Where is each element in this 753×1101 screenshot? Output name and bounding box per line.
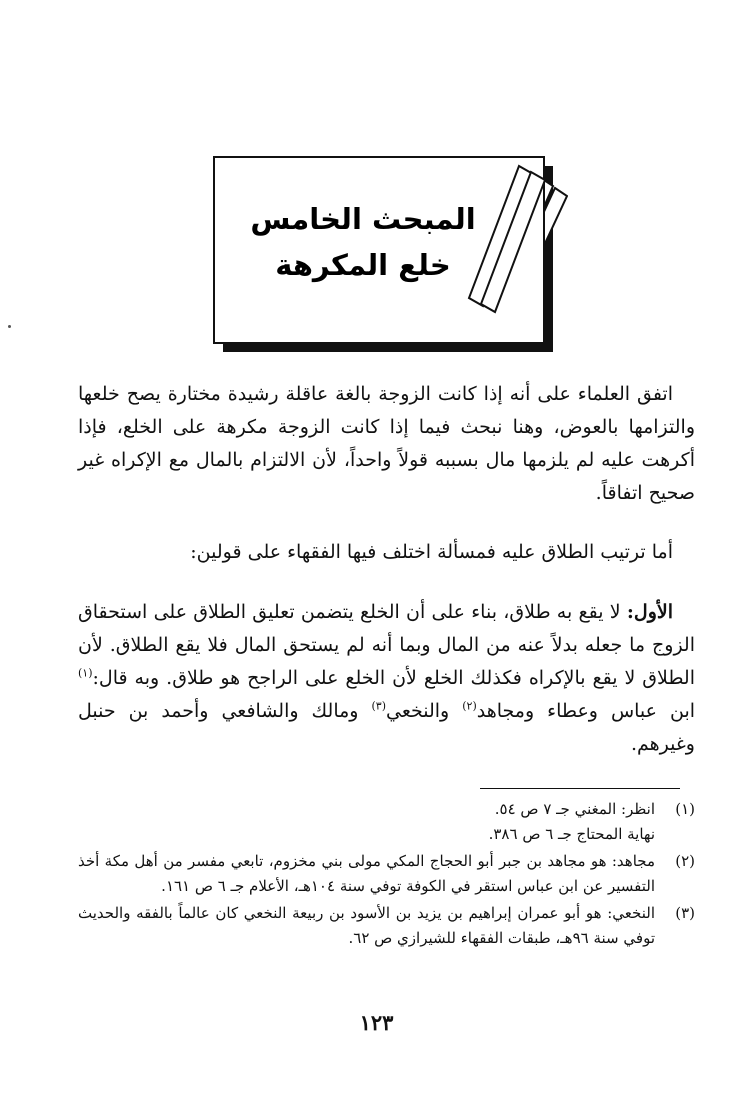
footnote-2	[78, 849, 695, 899]
paragraph-2-text: أما ترتيب الطلاق عليه فمسألة اختلف فيها الفقهاء على قولين:	[190, 541, 673, 563]
footnote-number: (٣)	[675, 904, 695, 922]
footnote-3	[78, 901, 695, 951]
page-number: ١٢٣	[359, 1010, 394, 1035]
scan-speck	[8, 325, 11, 328]
paragraph-3-text-a: لا يقع به طلاق، بناء على أن الخلع يتضمن تعليق الطلاق على استحقاق الزوج ما جعله بدلاً عنه من المال وبما أنه لم يستحق المال فلا يقع الطلاق. لأن الطلاق لا يقع بالإكراه فكذلك الخلع لأن الخلع على الراجح هو طلاق. وبه قال:	[78, 601, 695, 689]
footnote-ref-3[interactable]: (٣)	[371, 699, 386, 713]
paragraph-3-text-b: ابن عباس وعطاء ومجاهد	[476, 700, 696, 722]
paragraph-3	[78, 596, 695, 761]
paragraph-2	[78, 536, 695, 569]
paragraph-1-text: اتفق العلماء على أنه إذا كانت الزوجة بالغة عاقلة رشيدة مختارة يصح خلعها والتزامها بالعوض، وهنا نبحث فيما إذا كانت الزوجة مكرهة على الخلع، فإذا أكرهت عليه لم يلزمها مال بسببه قولاً واحداً، لأن الالتزام بالمال مع الإكراه غير صحيح اتفاقاً.	[78, 383, 695, 504]
chapter-title-line-2: خلع المكرهة	[275, 248, 451, 282]
first-opinion-label: الأول:	[626, 601, 673, 623]
footnote-ref-2[interactable]: (٢)	[462, 699, 477, 713]
footnotes	[78, 797, 695, 953]
footnote-number: (٢)	[675, 852, 695, 870]
footnote-separator	[480, 788, 680, 789]
footnote-1	[78, 797, 695, 847]
chapter-title-line-1: المبحث الخامس	[250, 202, 476, 236]
footnote-text: النخعي: هو أبو عمران إبراهيم بن يزيد بن الأسود بن ربيعة النخعي كان عالماً بالفقه والحديث توفي سنة ٩٦هـ، طبقات الفقهاء للشيرازي ص ٦٢.	[78, 904, 655, 947]
chapter-title	[243, 196, 483, 288]
footnote-ref-1[interactable]: (١)	[78, 666, 93, 680]
footnote-text: مجاهد: هو مجاهد بن جبر أبو الحجاج المكي مولى بني مخزوم، تابعي مفسر من أهل مكة أخذ التفسير عن ابن عباس استقر في الكوفة توفي سنة ١٠٤هـ، الأعلام جـ ٦ ص ١٦١.	[78, 852, 655, 895]
chapter-heading-frame	[213, 156, 568, 356]
footnote-text: انظر: المغني جـ ٧ ص ٥٤.	[494, 800, 655, 818]
paragraph-3-text-d: ومالك والشافعي وأحمد بن حنبل وغيرهم.	[78, 700, 695, 755]
paragraph-3-text-c: والنخعي	[385, 700, 450, 722]
footnote-number: (١)	[675, 800, 695, 818]
paragraph-1	[78, 378, 695, 510]
footnote-text: نهاية المحتاج جـ ٦ ص ٣٨٦.	[488, 825, 655, 843]
